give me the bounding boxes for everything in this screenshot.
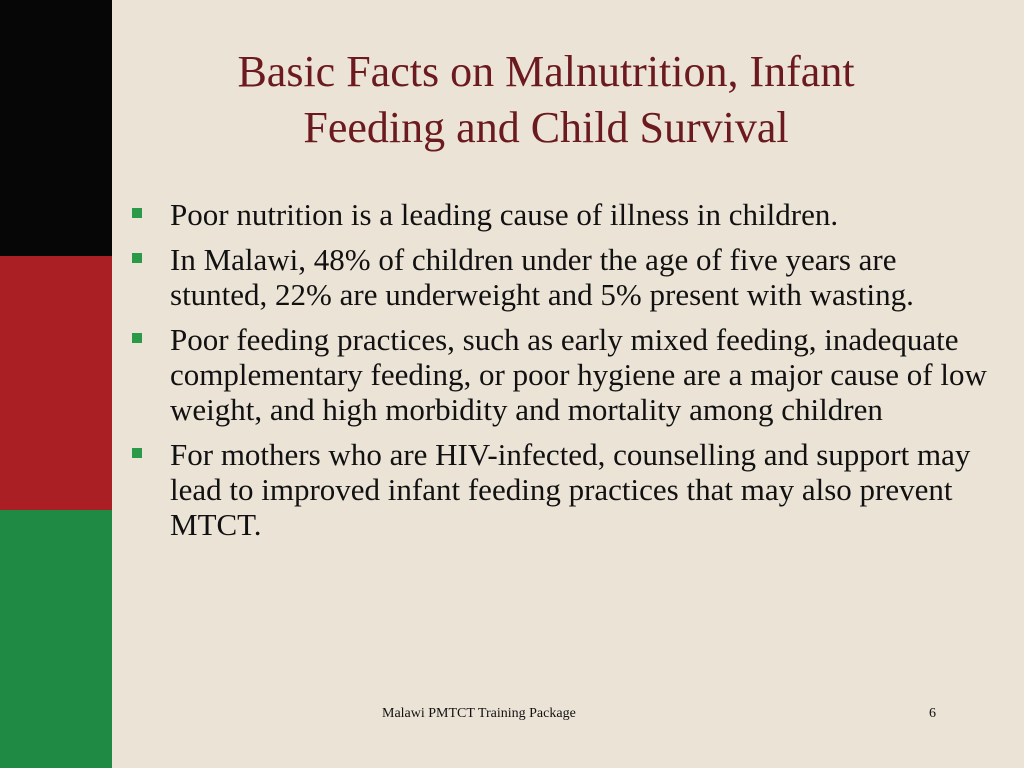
- slide-title-line-2: Feeding and Child Survival: [303, 103, 789, 152]
- green-square-icon: [132, 333, 142, 343]
- bullet-text-3: Poor feeding practices, such as early mixed feeding, inadequate complementary feeding, or poor hygiene are a major cause of low weight, and high morbidity and mortality among children: [170, 322, 987, 427]
- flag-red-stripe: [0, 256, 112, 510]
- page-number: 6: [929, 706, 936, 721]
- bullet-text-4: For mothers who are HIV-infected, counselling and support may lead to improved infant feeding practices that may also prevent MTCT.: [170, 437, 971, 542]
- green-square-icon: [132, 253, 142, 263]
- flag-green-stripe: [0, 510, 112, 768]
- flag-black-stripe: [0, 0, 112, 256]
- bullet-item-1: [130, 197, 992, 232]
- slide-title-line-1: Basic Facts on Malnutrition, Infant: [237, 47, 855, 96]
- green-square-icon: [132, 448, 142, 458]
- bullet-item-4: [130, 437, 992, 542]
- bullet-text-1: Poor nutrition is a leading cause of illness in children.: [170, 197, 839, 232]
- bullet-list: [130, 197, 992, 552]
- bullet-item-2: [130, 242, 992, 312]
- footer-label: Malawi PMTCT Training Package: [382, 706, 576, 721]
- bullet-text-2: In Malawi, 48% of children under the age of five years are stunted, 22% are underweight and 5% present with wasting.: [170, 242, 914, 312]
- slide-title: [150, 44, 942, 156]
- bullet-item-3: [130, 322, 992, 427]
- green-square-icon: [132, 208, 142, 218]
